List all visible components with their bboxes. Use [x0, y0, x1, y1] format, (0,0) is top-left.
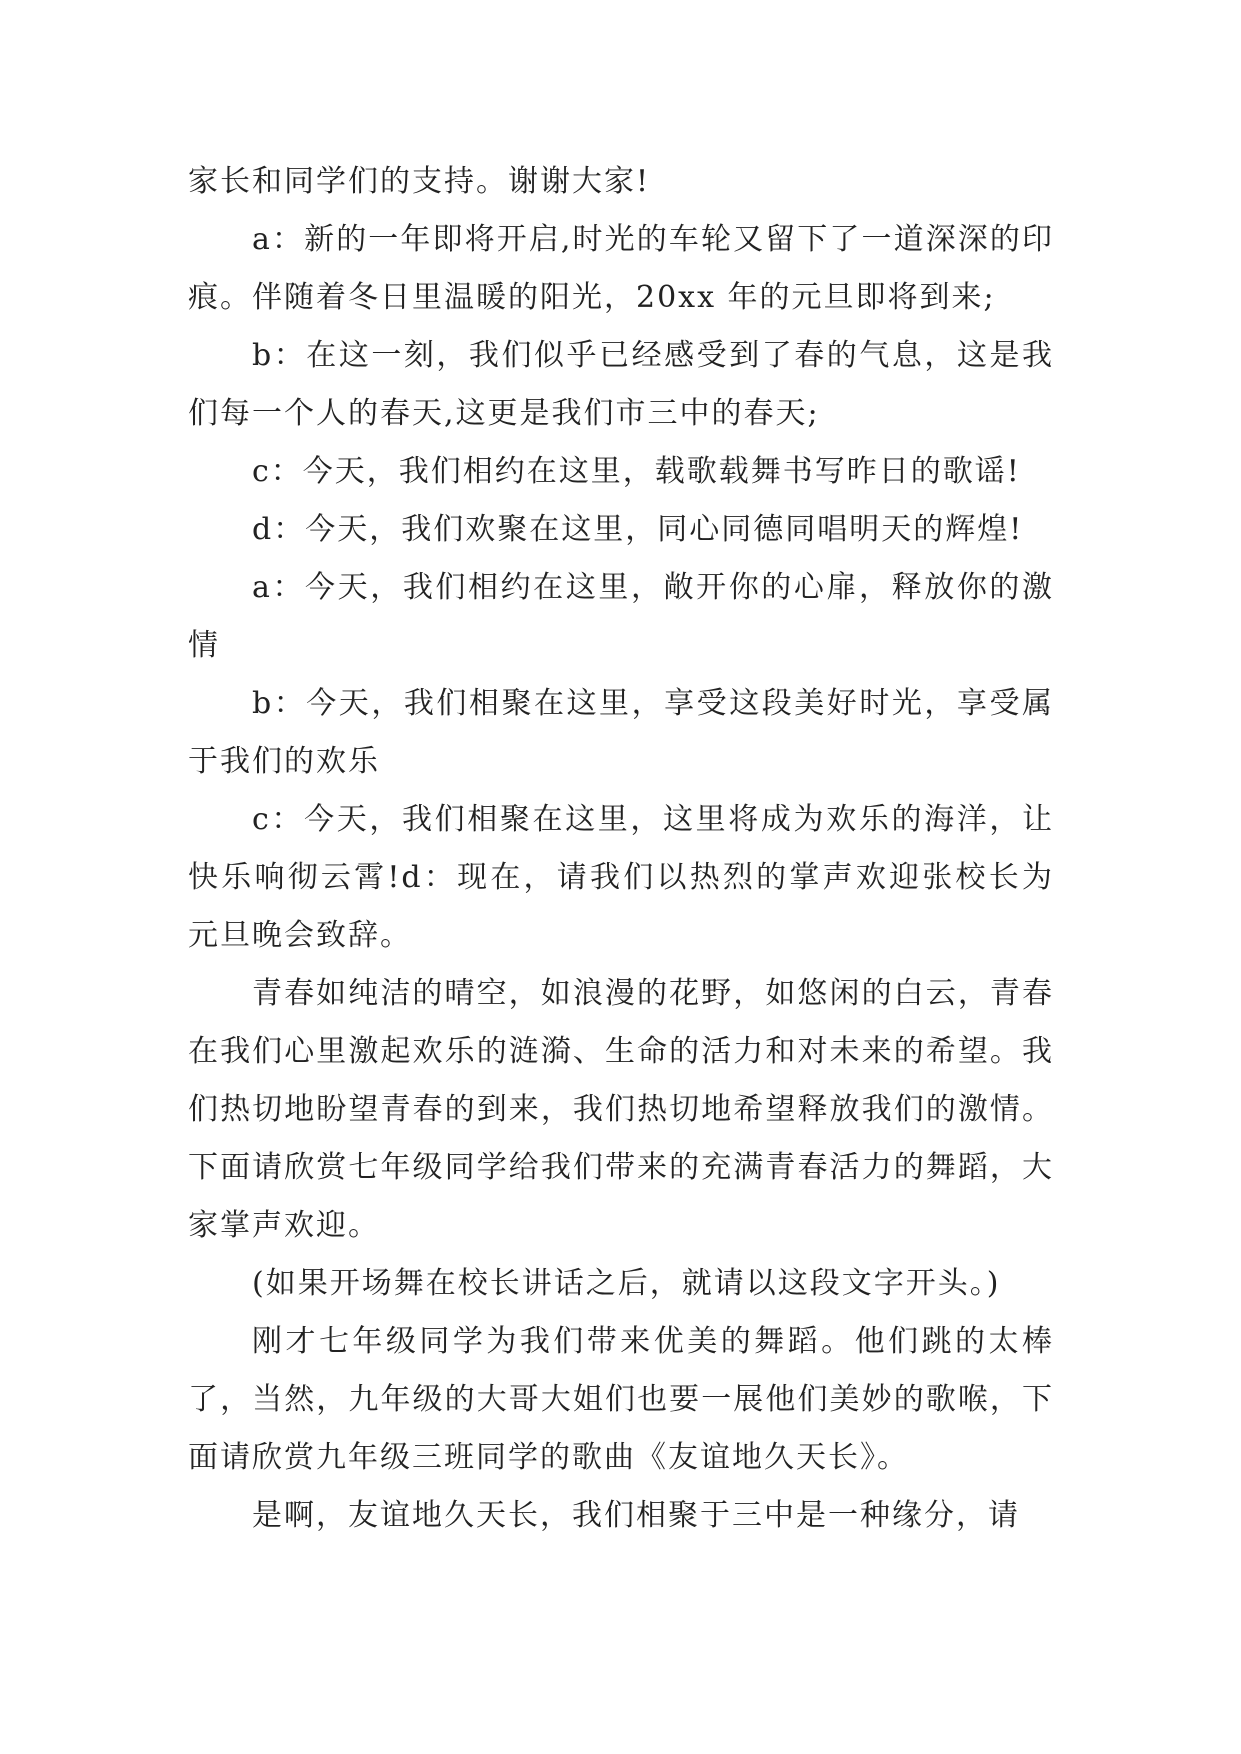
paragraph: 刚才七年级同学为我们带来优美的舞蹈。他们跳的太棒了，当然，九年级的大哥大姐们也要一展他们美妙的歌喉，下面请欣赏九年级三班同学的歌曲《友谊地久天长》。	[188, 1324, 1054, 1475]
paragraph: 家长和同学们的支持。谢谢大家!	[188, 164, 651, 199]
paragraph: 青春如纯洁的晴空，如浪漫的花野，如悠闲的白云，青春在我们心里激起欢乐的涟漪、生命的活力和对未来的希望。我们热切地盼望青春的到来，我们热切地希望释放我们的激情。下面请欣赏七年级同学给我们带来的充满青春活力的舞蹈，大家掌声欢迎。	[188, 976, 1054, 1243]
paragraph: d：今天，我们欢聚在这里，同心同德同唱明天的辉煌!	[252, 512, 1024, 547]
paragraph: (如果开场舞在校长讲话之后，就请以这段文字开头。)	[252, 1266, 1001, 1301]
paragraph: a：今天，我们相约在这里，敞开你的心扉，释放你的激情	[188, 570, 1054, 663]
paragraph: b：今天，我们相聚在这里，享受这段美好时光，享受属于我们的欢乐	[188, 686, 1054, 779]
paragraph: a：新的一年即将开启,时光的车轮又留下了一道深深的印痕。伴随着冬日里温暖的阳光，20xx 年的元旦即将到来;	[188, 222, 1054, 315]
paragraph: b：在这一刻，我们似乎已经感受到了春的气息，这是我们每一个人的春天,这更是我们市三中的春天;	[188, 338, 1054, 431]
document-body	[188, 153, 1054, 1545]
paragraph: c：今天，我们相约在这里，载歌载舞书写昨日的歌谣!	[252, 454, 1021, 489]
paragraph: 是啊，友谊地久天长，我们相聚于三中是一种缘分，请	[252, 1498, 1020, 1533]
paragraph: c：今天，我们相聚在这里，这里将成为欢乐的海洋，让快乐响彻云霄!d：现在，请我们以热烈的掌声欢迎张校长为元旦晚会致辞。	[188, 802, 1054, 953]
